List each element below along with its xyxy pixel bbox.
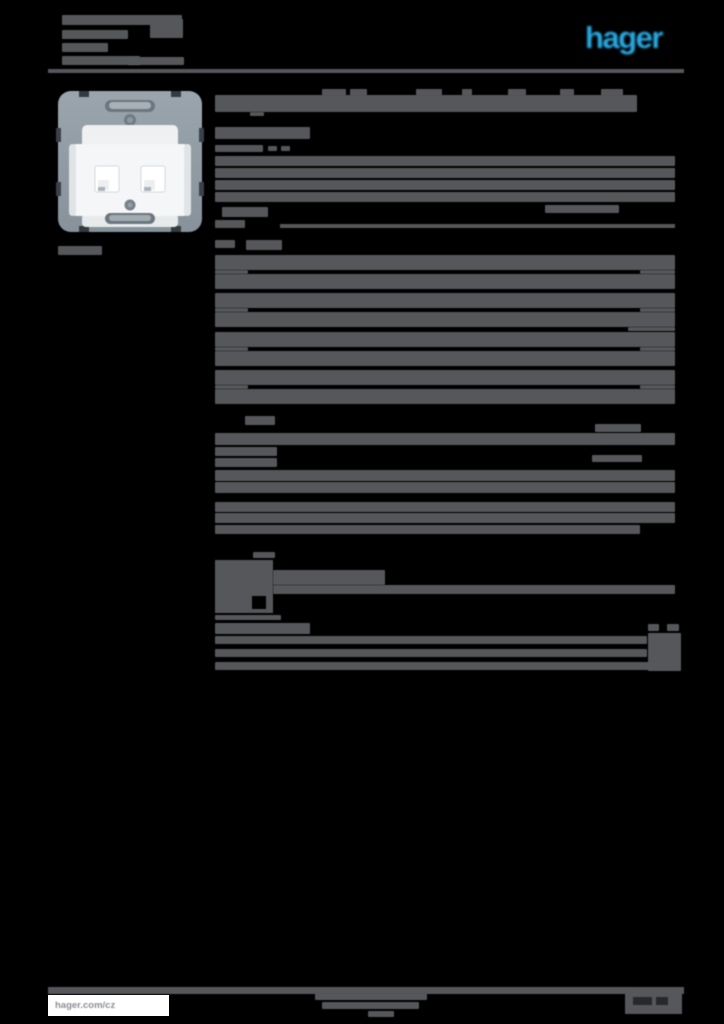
footer-center-line xyxy=(315,993,427,1000)
text-line xyxy=(215,145,263,152)
paragraph-line xyxy=(215,168,675,178)
footer-website-link[interactable]: hager.com/cz xyxy=(55,1000,116,1011)
spec-label xyxy=(215,447,277,456)
certification-mark-icon xyxy=(215,560,273,613)
text-line xyxy=(273,585,675,594)
paragraph-line xyxy=(215,525,640,534)
spec-row-bar xyxy=(215,351,675,366)
footer-website-box xyxy=(48,995,169,1016)
text-line xyxy=(150,19,183,38)
certification-mark-hole xyxy=(252,596,266,609)
spec-label xyxy=(245,416,275,425)
paragraph-line xyxy=(215,470,675,481)
text-line xyxy=(273,570,385,585)
socket-opening-left xyxy=(95,166,119,192)
socket-opening-right xyxy=(141,166,165,192)
spec-label xyxy=(215,458,277,467)
spec-value xyxy=(595,424,641,432)
text-line xyxy=(215,615,281,620)
spec-value xyxy=(592,455,642,462)
paragraph-line xyxy=(215,482,675,493)
spec-row-bar xyxy=(215,649,647,657)
paragraph-line xyxy=(215,156,675,166)
text-line xyxy=(128,57,184,65)
text-line xyxy=(281,146,290,151)
spec-label xyxy=(215,220,245,228)
hager-logo: hager xyxy=(585,20,662,55)
spec-label xyxy=(222,207,268,217)
text-line xyxy=(62,43,108,52)
spec-row-bar xyxy=(215,370,675,385)
spec-row-bar xyxy=(215,274,675,289)
footer-center-line xyxy=(368,1011,394,1017)
paragraph-line xyxy=(215,180,675,190)
text-line xyxy=(253,552,275,558)
product-reference-label xyxy=(58,246,102,255)
spec-row-bar xyxy=(215,636,647,644)
gap-cap xyxy=(628,327,675,331)
spec-row-bar xyxy=(215,332,675,347)
spec-row-bar xyxy=(215,255,675,270)
spec-value xyxy=(667,624,679,631)
spec-row-bar xyxy=(215,389,675,404)
spec-row-bar xyxy=(215,312,675,327)
product-photo xyxy=(55,88,205,235)
text-line xyxy=(62,30,128,39)
spec-row-bar xyxy=(215,433,675,445)
footer-page-badge xyxy=(625,989,682,1014)
paragraph-line xyxy=(215,502,675,512)
spec-row-bar xyxy=(215,662,675,670)
row-rule xyxy=(280,224,675,228)
section-label xyxy=(215,127,310,139)
spec-value xyxy=(545,205,619,213)
paragraph-line xyxy=(215,513,675,523)
spec-row-bar xyxy=(215,293,675,308)
spec-value xyxy=(648,624,659,631)
spec-label xyxy=(246,240,282,250)
header-divider xyxy=(48,69,684,73)
section-label xyxy=(215,623,310,634)
footer-center-line xyxy=(322,1002,419,1009)
text-line xyxy=(268,146,277,151)
spec-label xyxy=(215,240,235,248)
paragraph-line xyxy=(215,192,675,202)
